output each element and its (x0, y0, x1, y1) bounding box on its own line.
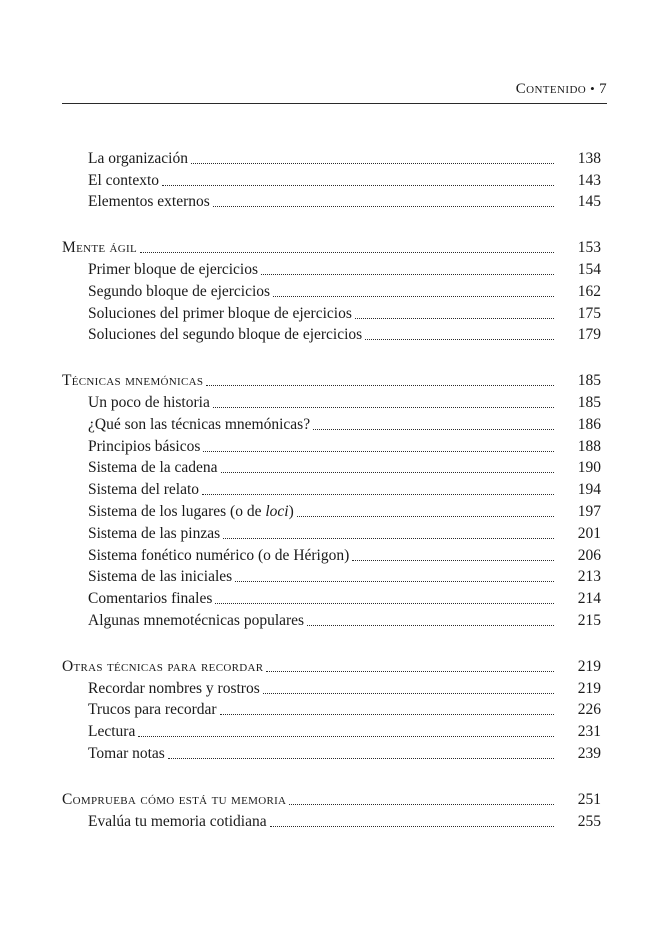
toc-entry-page: 175 (577, 304, 601, 322)
toc-entry-label: Elementos externos (88, 193, 210, 211)
toc-entry-page: 190 (577, 459, 601, 477)
toc-entry-page: 185 (577, 372, 601, 390)
toc-entry (62, 698, 607, 720)
dot-leader (297, 516, 554, 517)
toc-entry-page: 226 (577, 701, 601, 719)
toc-entry (62, 565, 607, 587)
toc-entry-page: 179 (577, 326, 601, 344)
dot-leader (138, 736, 554, 737)
toc-section (62, 368, 607, 630)
dot-leader (270, 826, 554, 827)
toc-entry-page: 231 (577, 723, 601, 741)
header-page-number: 7 (599, 81, 607, 97)
toc-section (62, 235, 607, 344)
toc-entry-page: 154 (577, 260, 601, 278)
toc-entry (62, 608, 607, 630)
toc-entry-label: Sistema de la cadena (88, 459, 218, 477)
toc-label-italic-part: loci (265, 502, 289, 520)
toc-entry (62, 741, 607, 763)
toc-entry-page: 215 (577, 611, 601, 629)
dot-leader (221, 472, 554, 473)
toc-entry-page: 162 (577, 282, 601, 300)
dot-leader (168, 758, 554, 759)
dot-leader (213, 407, 554, 408)
toc-entry (62, 434, 607, 456)
toc-entry-label: Trucos para recordar (88, 701, 217, 719)
dot-leader (140, 252, 554, 253)
header-separator: • (590, 81, 596, 96)
toc-entry (62, 323, 607, 345)
dot-leader (307, 625, 554, 626)
toc-entry (62, 477, 607, 499)
toc-entry-label: Principios básicos (88, 437, 201, 455)
toc-entry-label: Tomar notas (88, 744, 165, 762)
toc-section-header (62, 787, 607, 809)
dot-leader (355, 318, 554, 319)
header-title: Contenido (515, 81, 587, 97)
toc-entry (62, 586, 607, 608)
toc-entry-label: El contexto (88, 171, 160, 189)
toc-entry-page: 201 (577, 524, 601, 542)
toc-entry-page: 138 (577, 149, 601, 167)
toc-list (62, 146, 607, 831)
toc-entry-label: Mente ágil (62, 239, 138, 257)
toc-entry-page: 251 (577, 790, 601, 808)
dot-leader (203, 451, 554, 452)
toc-entry-label (88, 503, 294, 521)
toc-entry-page: 219 (577, 657, 601, 675)
toc-entry (62, 719, 607, 741)
toc-entry (62, 146, 607, 168)
toc-entry (62, 168, 607, 190)
dot-leader (263, 693, 554, 694)
dot-leader (365, 339, 554, 340)
running-header (62, 80, 607, 104)
dot-leader (213, 206, 554, 207)
toc-section (62, 146, 607, 211)
dot-leader (289, 804, 554, 805)
toc-entry (62, 456, 607, 478)
dot-leader (223, 538, 554, 539)
toc-entry-label: La organización (88, 149, 188, 167)
dot-leader (202, 494, 554, 495)
toc-entry-page: 239 (577, 744, 601, 762)
toc-entry-page: 145 (577, 193, 601, 211)
toc-entry (62, 390, 607, 412)
toc-entry-page: 186 (577, 415, 601, 433)
toc-entry-page: 197 (577, 502, 601, 520)
toc-entry-label: Primer bloque de ejercicios (88, 260, 259, 278)
dot-leader (266, 671, 554, 672)
toc-entry-label: Técnicas mnemónicas (62, 372, 204, 390)
toc-label-part: Sistema de los lugares (o de (88, 502, 266, 520)
toc-entry (62, 521, 607, 543)
toc-label-part: ) (288, 502, 294, 520)
dot-leader (313, 429, 554, 430)
toc-entry-page: 143 (577, 171, 601, 189)
toc-entry-page: 255 (577, 812, 601, 830)
toc-section (62, 654, 607, 763)
dot-leader (206, 385, 554, 386)
toc-entry-page: 214 (577, 590, 601, 608)
toc-entry (62, 809, 607, 831)
toc-section-header (62, 368, 607, 390)
toc-entry-label: Soluciones del primer bloque de ejercicios (88, 304, 352, 322)
dot-leader (261, 274, 554, 275)
toc-entry-label: Soluciones del segundo bloque de ejercicios (88, 326, 363, 344)
dot-leader (235, 581, 554, 582)
toc-entry (62, 676, 607, 698)
toc-section-header (62, 235, 607, 257)
toc-entry-page: 206 (577, 546, 601, 564)
toc-entry-label: Comprueba cómo está tu memoria (62, 790, 287, 808)
toc-entry-label: Un poco de historia (88, 393, 210, 411)
toc-entry-page: 213 (577, 568, 601, 586)
dot-leader (273, 296, 554, 297)
dot-leader (191, 163, 554, 164)
toc-entry-label: ¿Qué son las técnicas mnemónicas? (88, 415, 311, 433)
dot-leader (220, 714, 554, 715)
toc-entry-label: Recordar nombres y rostros (88, 679, 260, 697)
toc-entry (62, 279, 607, 301)
toc-entry-label: Sistema de las pinzas (88, 524, 221, 542)
toc-entry-label: Algunas mnemotécnicas populares (88, 611, 305, 629)
toc-entry (62, 190, 607, 212)
toc-entry-label: Sistema de las iniciales (88, 568, 233, 586)
toc-entry-label: Comentarios finales (88, 590, 213, 608)
toc-entry (62, 412, 607, 434)
toc-entry-label: Lectura (88, 723, 136, 741)
toc-entry-label: Segundo bloque de ejercicios (88, 282, 271, 300)
toc-entry-label: Sistema fonético numérico (o de Hérigon) (88, 546, 350, 564)
toc-entry-label: Otras técnicas para recordar (62, 657, 264, 675)
toc-section-header (62, 654, 607, 676)
dot-leader (162, 185, 554, 186)
toc-entry-label: Evalúa tu memoria cotidiana (88, 812, 267, 830)
toc-entry (62, 301, 607, 323)
toc-section (62, 787, 607, 831)
toc-entry-page: 153 (577, 239, 601, 257)
toc-entry (62, 543, 607, 565)
toc-entry (62, 257, 607, 279)
toc-entry-page: 219 (577, 679, 601, 697)
toc-entry-page: 188 (577, 437, 601, 455)
toc-entry (62, 499, 607, 521)
toc-entry-page: 194 (577, 481, 601, 499)
dot-leader (352, 560, 554, 561)
dot-leader (215, 603, 554, 604)
toc-entry-page: 185 (577, 393, 601, 411)
toc-entry-label: Sistema del relato (88, 481, 200, 499)
